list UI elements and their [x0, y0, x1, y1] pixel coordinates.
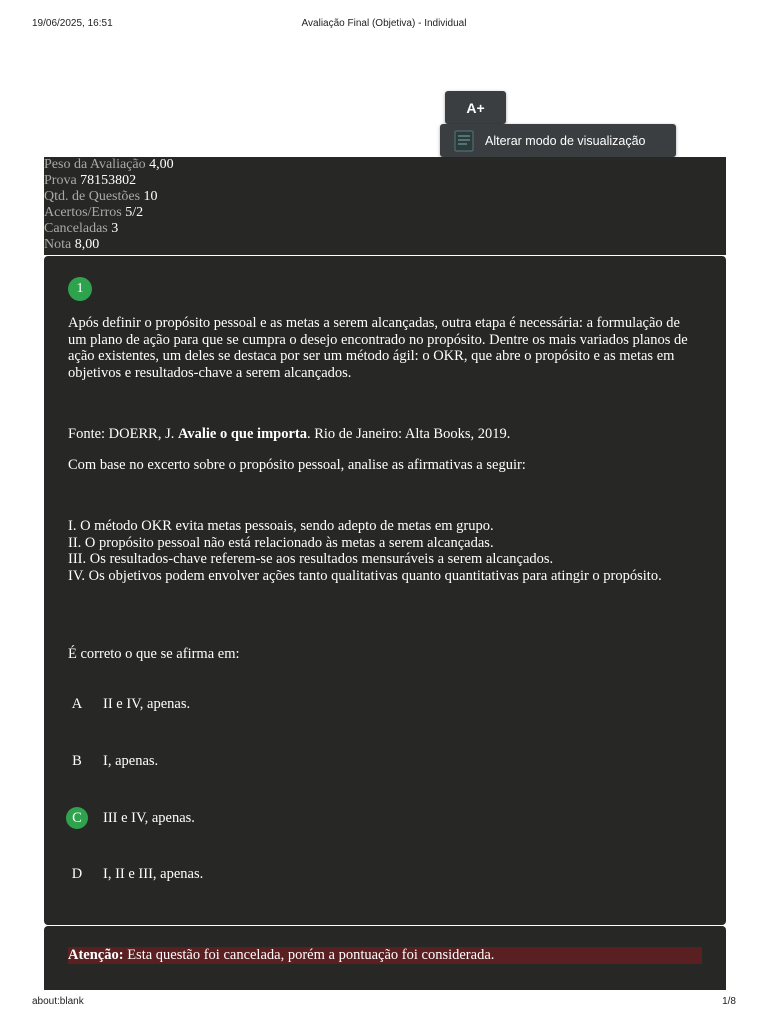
summary-row-questions: Qtd. de Questões 10 [44, 189, 158, 204]
document-view-icon [454, 130, 474, 152]
option-text: I, apenas. [103, 753, 159, 769]
statement-item: III. Os resultados-chave referem-se aos resultados mensuráveis a serem alcançados. [68, 551, 554, 567]
summary-row-exam: Prova 78153802 [44, 173, 137, 188]
summary-row-cancelled: Canceladas 3 [44, 221, 119, 236]
option-letter: D [71, 865, 83, 882]
statement-item: I. O método OKR evita metas pessoais, sendo adepto de metas em grupo. [68, 518, 494, 534]
statement-item: IV. Os objetivos podem envolver ações tanto qualitativas quanto quantitativas para atingir o propósito. [68, 567, 662, 584]
option-letter: A [71, 695, 83, 712]
option-text: III e IV, apenas. [103, 810, 195, 826]
option-letter-correct: C [66, 807, 88, 829]
view-mode-label: Alterar modo de visualização [485, 133, 646, 148]
notice-text: Esta questão foi cancelada, porém a pontuação foi considerada. [123, 947, 495, 963]
change-view-mode-button[interactable] [440, 124, 676, 157]
question-card [44, 256, 726, 925]
summary-row-weight: Peso da Avaliação 4,00 [44, 157, 174, 172]
answer-option-d[interactable] [66, 863, 666, 887]
answer-option-a[interactable] [66, 693, 666, 717]
question-statements [68, 518, 688, 584]
statement-item: II. O propósito pessoal não está relacionado às metas a serem alcançadas. [68, 534, 494, 551]
notice-label: Atenção: [68, 947, 124, 963]
summary-row-grade: Nota 8,00 [44, 237, 100, 252]
question-base: Com base no excerto sobre o propósito pessoal, analise as afirmativas a seguir: [68, 457, 526, 473]
print-footer [0, 994, 768, 1010]
option-text: II e IV, apenas. [103, 696, 191, 712]
option-text: I, II e III, apenas. [103, 866, 204, 882]
notice-card [44, 926, 726, 990]
cancellation-notice [68, 947, 702, 964]
option-letter: B [72, 752, 82, 769]
source-book-title: Avalie o que importa [177, 426, 307, 442]
print-page-number: 1/8 [722, 996, 736, 1007]
answer-option-c[interactable] [66, 807, 666, 831]
question-prompt: É correto o que se afirma em: [68, 646, 240, 662]
print-header [0, 16, 768, 32]
question-source: Fonte: DOERR, J. Avalie o que importa. Rio de Janeiro: Alta Books, 2019. [68, 426, 511, 442]
summary-row-score-ratio: Acertos/Erros 5/2 [44, 205, 144, 220]
question-intro: Após definir o propósito pessoal e as metas a serem alcançadas, outra etapa é necessária: a formulação de um plano de ação para que se cumpra o desejo encontrado no propósito. Dentre os mais variados planos de ação existentes, um deles se destaca por ser um método ágil: o OKR, que abre o propósito e as metas em objetivos e resultados-chave a serem alcançados. [68, 315, 688, 381]
print-datetime: 19/06/2025, 16:51 [32, 18, 113, 29]
print-title: Avaliação Final (Objetiva) - Individual [301, 18, 467, 29]
increase-font-button[interactable]: A+ [445, 91, 506, 124]
print-url: about:blank [32, 996, 84, 1007]
answer-option-b[interactable] [66, 750, 666, 774]
question-number-badge: 1 [68, 277, 92, 301]
assessment-summary [44, 157, 726, 255]
